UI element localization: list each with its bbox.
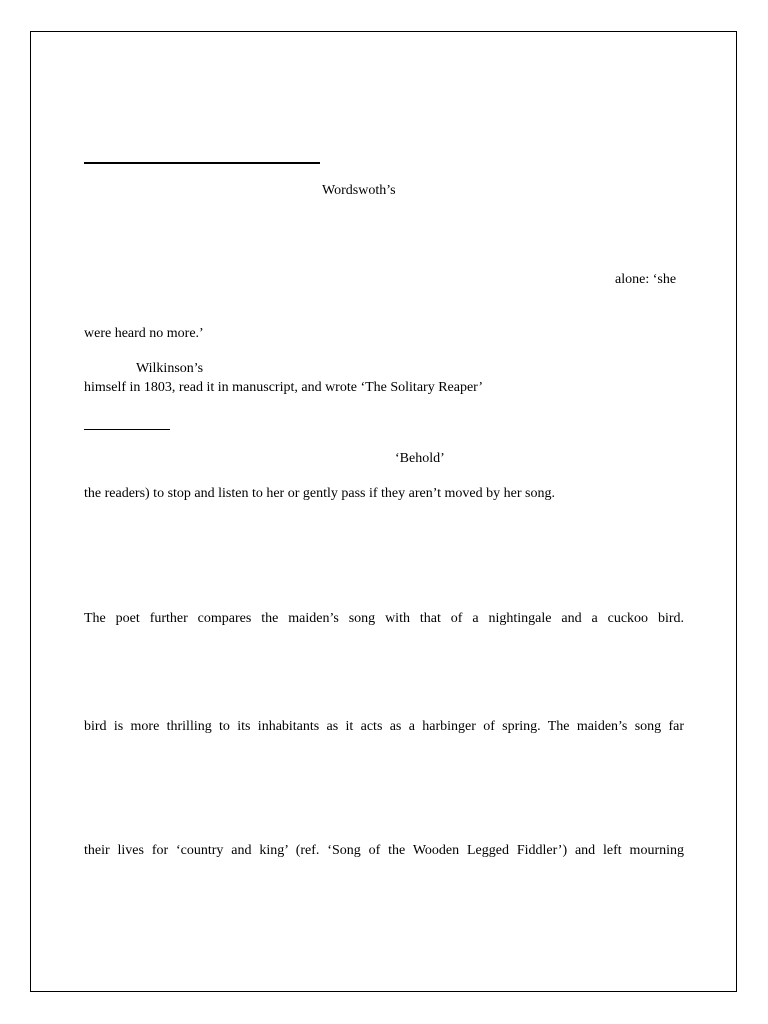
bird-line: bird is more thrilling to its inhabitants as it acts as a harbinger of spring. The maiden’s song far (84, 719, 684, 734)
behold-text: ‘Behold’ (395, 451, 445, 466)
readers-line: the readers) to stop and listen to her or gently pass if they aren’t moved by her song. (84, 486, 555, 501)
compares-line: The poet further compares the maiden’s song with that of a nightingale and a cuckoo bird. (84, 611, 684, 626)
heading-fragment: Wordswoth’s (322, 183, 396, 198)
alone-she-text: alone: ‘she (615, 272, 677, 287)
title-underline (84, 162, 320, 164)
wilkinson-text: Wilkinson’s (136, 361, 204, 376)
manuscript-line: himself in 1803, read it in manuscript, and wrote ‘The Solitary Reaper’ (84, 380, 484, 395)
footnote-separator (84, 429, 170, 430)
lives-line: their lives for ‘country and king’ (ref. ‘Song of the Wooden Legged Fiddler’) and left mourning (84, 843, 684, 858)
heard-no-more-text: were heard no more.’ (84, 326, 204, 341)
